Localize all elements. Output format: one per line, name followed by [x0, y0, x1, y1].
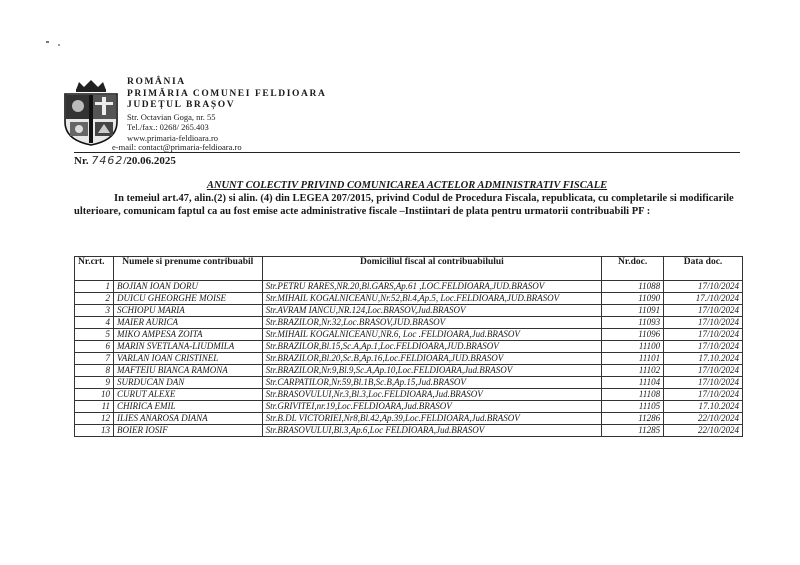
row-address: Str.BRAZILOR,Bl.15,Sc.A,Ap.1,Loc.FELDIOARA,JUD.BRASOV	[262, 341, 602, 353]
row-address: Str.MIHAIL KOGALNICEANU,NR.6, Loc .FELDIOARA,Jud.BRASOV	[262, 329, 602, 341]
row-doc-number: 11100	[602, 341, 664, 353]
registration-prefix: Nr.	[74, 155, 89, 167]
intro-paragraph	[74, 192, 744, 218]
row-doc-date: 17/10/2024	[664, 305, 743, 317]
row-nr: 11	[75, 401, 114, 413]
header-divider	[74, 152, 740, 153]
row-doc-date: 17/10/2024	[664, 281, 743, 293]
row-nr: 7	[75, 353, 114, 365]
registration-date: /20.06.2025	[123, 155, 176, 167]
registration-number-handwritten: 7462	[91, 154, 124, 167]
header-doc-date: Data doc.	[664, 257, 743, 281]
registration-number	[74, 154, 176, 167]
row-doc-date: 17/10/2024	[664, 317, 743, 329]
scan-speck	[58, 44, 60, 46]
row-address: Str.PETRU RARES,NR.20,Bl.GARS,Ap.61 ,LOC.FELDIOARA,JUD.BRASOV	[262, 281, 602, 293]
row-doc-number: 11104	[602, 377, 664, 389]
table-header-row	[75, 257, 743, 281]
row-address: Str.B.DL VICTORIEI,Nr8,Bl.42,Ap.39,Loc.FELDIOARA,Jud.BRASOV	[262, 413, 602, 425]
row-doc-number: 11090	[602, 293, 664, 305]
table-row	[75, 281, 743, 293]
row-doc-date: 17/10/2024	[664, 377, 743, 389]
table-row	[75, 413, 743, 425]
row-doc-number: 11102	[602, 365, 664, 377]
row-doc-number: 11285	[602, 425, 664, 437]
taxpayers-table	[74, 256, 743, 437]
row-doc-number: 11105	[602, 401, 664, 413]
institution-phone: Tel./fax.: 0268/ 265.403	[127, 122, 209, 132]
row-doc-date: 22/10/2024	[664, 413, 743, 425]
institution-header	[127, 77, 326, 143]
table-row	[75, 353, 743, 365]
intro-text: In temeiul art.47, alin.(2) si alin. (4) din LEGEA 207/2015, privind Codul de Procedura Fiscala, republicata, cu completarile si modificarile ulterioare, comunicam faptul ca au fost emise acte administrative fiscale –Instiintari de plata pentru urmatorii contribuabili PF :	[74, 193, 734, 217]
row-name: VARLAN IOAN CRISTINEL	[113, 353, 262, 365]
row-nr: 3	[75, 305, 114, 317]
table-row	[75, 329, 743, 341]
table-row	[75, 293, 743, 305]
row-nr: 6	[75, 341, 114, 353]
row-name: BOIER IOSIF	[113, 425, 262, 437]
row-doc-date: 17/10/2024	[664, 365, 743, 377]
table-row	[75, 341, 743, 353]
row-nr: 9	[75, 377, 114, 389]
row-doc-date: 17/10/2024	[664, 389, 743, 401]
document-title: ANUNT COLECTIV PRIVIND COMUNICAREA ACTELOR ADMINISTRATIV FISCALE	[206, 180, 608, 191]
row-address: Str.MIHAIL KOGALNICEANU,Nr.52,Bl.4,Ap.5, Loc.FELDIOARA,JUD.BRASOV	[262, 293, 602, 305]
row-address: Str.CARPATILOR,Nr.59,Bl.1B,Sc.B,Ap.15,Jud.BRASOV	[262, 377, 602, 389]
county-name: JUDEȚUL BRAȘOV	[127, 100, 236, 110]
row-doc-number: 11091	[602, 305, 664, 317]
row-doc-number: 11108	[602, 389, 664, 401]
table-row	[75, 317, 743, 329]
row-name: ILIES ANAROSA DIANA	[113, 413, 262, 425]
row-nr: 2	[75, 293, 114, 305]
row-nr: 12	[75, 413, 114, 425]
header-name: Numele si prenume contribuabil	[113, 257, 262, 281]
institution-name: PRIMĂRIA COMUNEI FELDIOARA	[127, 88, 327, 99]
row-name: DUICU GHEORGHE MOISE	[113, 293, 262, 305]
row-address: Str.BRASOVULUI,Bl.3,Ap.6,Loc FELDIOARA,Jud.BRASOV	[262, 425, 602, 437]
row-name: SCHIOPU MARIA	[113, 305, 262, 317]
table-row	[75, 425, 743, 437]
scan-speck	[46, 41, 49, 43]
table-row	[75, 305, 743, 317]
row-doc-date: 17.10.2024	[664, 353, 743, 365]
row-nr: 8	[75, 365, 114, 377]
table-row	[75, 401, 743, 413]
row-name: CHIRICA EMIL	[113, 401, 262, 413]
row-name: SURDUCAN DAN	[113, 377, 262, 389]
row-address: Str.AVRAM IANCU,NR.124,Loc.BRASOV,Jud.BRASOV	[262, 305, 602, 317]
row-address: Str.BRASOVULUI,Nr.3,Bl.3,Loc.FELDIOARA,Jud.BRASOV	[262, 389, 602, 401]
table-row	[75, 377, 743, 389]
table-row	[75, 365, 743, 377]
country-name: ROMÂNIA	[127, 77, 186, 87]
row-address: Str.BRAZILOR,Nr.9,Bl.9,Sc.A,Ap.10,Loc.FELDIOARA,Jud.BRASOV	[262, 365, 602, 377]
row-nr: 10	[75, 389, 114, 401]
row-address: Str.GRIVITEI,nr.19,Loc.FELDIOARA,Jud.BRASOV	[262, 401, 602, 413]
row-name: MAIER AURICA	[113, 317, 262, 329]
institution-email: e-mail: contact@primaria-feldioara.ro	[112, 142, 242, 152]
row-doc-number: 11286	[602, 413, 664, 425]
row-doc-number: 11101	[602, 353, 664, 365]
row-name: MIKO AMPESA ZOITA	[113, 329, 262, 341]
table-row	[75, 389, 743, 401]
row-doc-date: 17.10.2024	[664, 401, 743, 413]
row-doc-date: 17/10/2024	[664, 341, 743, 353]
row-doc-number: 11096	[602, 329, 664, 341]
row-name: BOJIAN IOAN DORU	[113, 281, 262, 293]
row-doc-date: 17./10/2024	[664, 293, 743, 305]
header-doc-number: Nr.doc.	[602, 257, 664, 281]
row-nr: 5	[75, 329, 114, 341]
row-doc-date: 22/10/2024	[664, 425, 743, 437]
row-name: MARIN SVETLANA-LIUDMILA	[113, 341, 262, 353]
row-name: MAFTEIU BIANCA RAMONA	[113, 365, 262, 377]
header-nr: Nr.crt.	[75, 257, 114, 281]
row-nr: 4	[75, 317, 114, 329]
institution-website: www.primaria-feldioara.ro	[127, 132, 219, 143]
row-nr: 13	[75, 425, 114, 437]
header-address: Domiciliul fiscal al contribuabilului	[262, 257, 602, 281]
row-address: Str.BRAZILOR,Bl.20,Sc.B,Ap.16,Loc.FELDIOARA,JUD.BRASOV	[262, 353, 602, 365]
coat-of-arms-icon	[62, 78, 120, 146]
row-nr: 1	[75, 281, 114, 293]
row-doc-number: 11088	[602, 281, 664, 293]
institution-address: Str. Octavian Goga, nr. 55	[127, 111, 216, 122]
row-address: Str.BRAZILOR,Nr.32,Loc.BRASOV,JUD.BRASOV	[262, 317, 602, 329]
row-doc-number: 11093	[602, 317, 664, 329]
row-name: CURUT ALEXE	[113, 389, 262, 401]
row-doc-date: 17/10/2024	[664, 329, 743, 341]
